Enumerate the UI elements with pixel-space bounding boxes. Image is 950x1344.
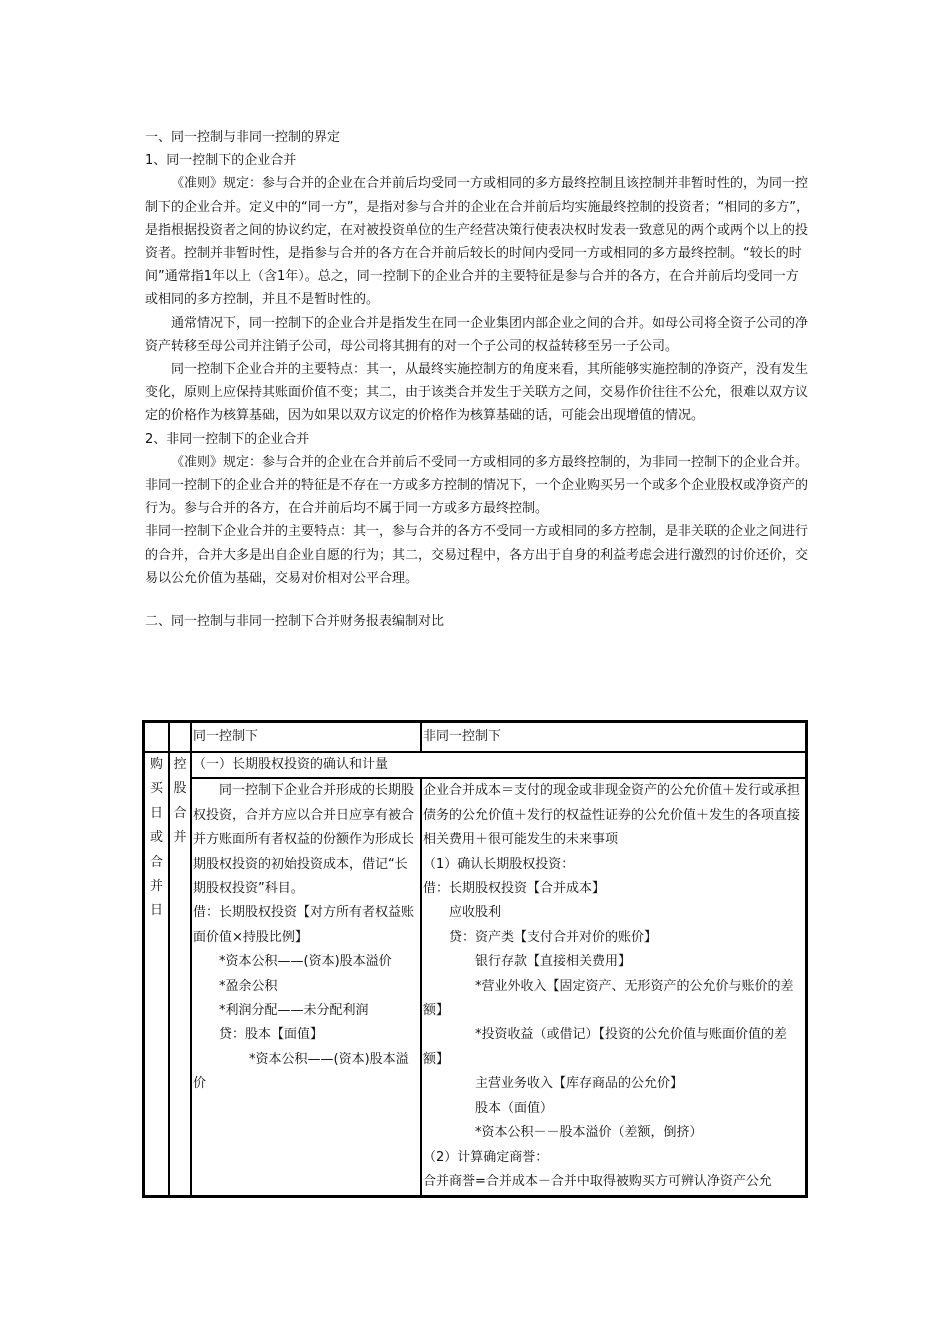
empty-header-cell xyxy=(169,722,191,752)
comparison-table xyxy=(142,720,808,1198)
diff-step-2: （2）计算确定商誉： xyxy=(423,1149,549,1165)
diff-entry-line: *营业外收入【固定资产、无形资产的公允价与账价的差额】 xyxy=(423,978,794,1019)
paragraph: 《准则》规定：参与合并的企业在合并前后均受同一方或相同的多方最终控制且该控制并非暂时性的，为同一控制下的企业合并。定义中的“同一方”，是指对参与合并的企业在合并前后均实施最终控制的投资者；“相同的多方”，是指根据投资者之间的协议约定，在对被投资单位的生产经营决策行使表决权时发表一致意见的两个或两个以上的投资者。控制并非暂时性，是指参与合并的各方在合并前后较长的时间内受同一方或相同的多方最终控制。“较长的时间”通常指1年以上（含1年）。总之，同一控制下的企业合并的主要特征是参与合并的各方，在合并前后均受同一方或相同的多方控制，并且不是暂时性的。 xyxy=(145,176,809,308)
same-credit-line: 贷：股本【面值】 xyxy=(219,1027,324,1043)
section-1-heading: 一、同一控制与非同一控制的界定 xyxy=(145,130,341,145)
same-entry-line: *资本公积——(资本)股本溢价 xyxy=(193,1051,409,1092)
subheading-cell: （一）长期股权投资的确认和计量 xyxy=(191,752,806,778)
diff-entry-line: *资本公积－－股本溢价（差额，倒挤） xyxy=(475,1125,703,1141)
diff-entry-line: 应收股利 xyxy=(449,905,502,921)
subsection-1-heading: 1、同一控制下的企业合并 xyxy=(145,153,297,169)
diff-entry-line: 银行存款【直接相关费用】 xyxy=(475,954,632,970)
subsection-2-heading: 2、非同一控制下的企业合并 xyxy=(145,431,310,447)
diff-intro: 企业合并成本＝支付的现金或非现金资产的公允价值＋发行或承担债务的公允价值＋发行的权益性证券的公允价值＋发生的各项直接相关费用＋很可能发生的未来事项 xyxy=(423,783,801,848)
row-label-holding-merger: 控股合并 xyxy=(169,752,191,1196)
diff-entry-line: *投资收益（或借记）【投资的公允价值与账面价值的差额】 xyxy=(423,1027,788,1067)
col-header-diff-control: 非同一控制下 xyxy=(421,722,806,752)
row-label-purchase-date: 购买日或合并日 xyxy=(144,752,169,1196)
same-control-content xyxy=(191,778,421,1196)
same-entry-line: *资本公积——(资本)股本溢价 xyxy=(219,954,392,970)
same-entry-line: *利润分配——未分配利润 xyxy=(219,1003,369,1019)
diff-entry-line: 主营业务收入【库存商品的公允价】 xyxy=(475,1076,684,1092)
col-header-same-control: 同一控制下 xyxy=(191,722,421,752)
diff-goodwill-line: 合并商誉=合并成本－合并中取得被购买方可辨认净资产公允 xyxy=(423,1173,772,1189)
paragraph: 同一控制下企业合并的主要特点：其一，从最终实施控制方的角度来看，其所能够实施控制的净资产，没有发生变化，原则上应保持其账面价值不变；其二，由于该类合并发生于关联方之间，交易作价往往不公允，很难以双方议定的价格作为核算基础，因为如果以双方议定的价格作为核算基础的话，可能会出现增值的情况。 xyxy=(145,362,809,424)
same-debit-line: 借：长期股权投资【对方所有者权益账面价值×持股比例】 xyxy=(193,905,415,945)
diff-debit-line: 借：长期股权投资【合并成本】 xyxy=(423,881,606,897)
paragraph: 《准则》规定：参与合并的企业在合并前后不受同一方或相同的多方最终控制的，为非同一控制下的企业合并。非同一控制下的企业合并的特征是不存在一方或多方控制的情况下，一个企业购买另一个或多个企业股权或净资产的行为。参与合并的各方，在合并前后均不属于同一方或多方最终控制。 xyxy=(145,454,809,517)
section-2-heading: 二、同一控制与非同一控制下合并财务报表编制对比 xyxy=(145,614,445,630)
diff-step-1: （1）确认长期股权投资： xyxy=(423,856,575,872)
paragraph: 非同一控制下企业合并的主要特点：其一，参与合并的各方不受同一方或相同的多方控制，是非关联的企业之间进行的合并，合并大多是出自企业自愿的行为；其二，交易过程中，各方出于自身的利益考虑会进行激烈的讨价还价，交易以公允价值为基础，交易对价相对公平合理。 xyxy=(145,524,809,586)
document-body xyxy=(145,126,810,633)
paragraph: 通常情况下，同一控制下的企业合并是指发生在同一企业集团内部企业之间的合并。如母公司将全资子公司的净资产转移至母公司并注销子公司，母公司将其拥有的对一个子公司的权益转移至另一子公司。 xyxy=(145,315,809,354)
diff-control-content xyxy=(421,778,806,1196)
same-entry-line: *盈余公积 xyxy=(219,978,278,994)
diff-credit-line: 贷：资产类【支付合并对价的账价】 xyxy=(449,929,658,945)
diff-entry-line: 股本（面值） xyxy=(475,1100,554,1116)
same-intro: 同一控制下企业合并形成的长期股权投资，合并方应以合并日应享有被合并方账面所有者权益的份额作为形成长期股权投资的初始投资成本，借记“长期股权投资”科目。 xyxy=(193,783,415,897)
empty-header-cell xyxy=(144,722,169,752)
